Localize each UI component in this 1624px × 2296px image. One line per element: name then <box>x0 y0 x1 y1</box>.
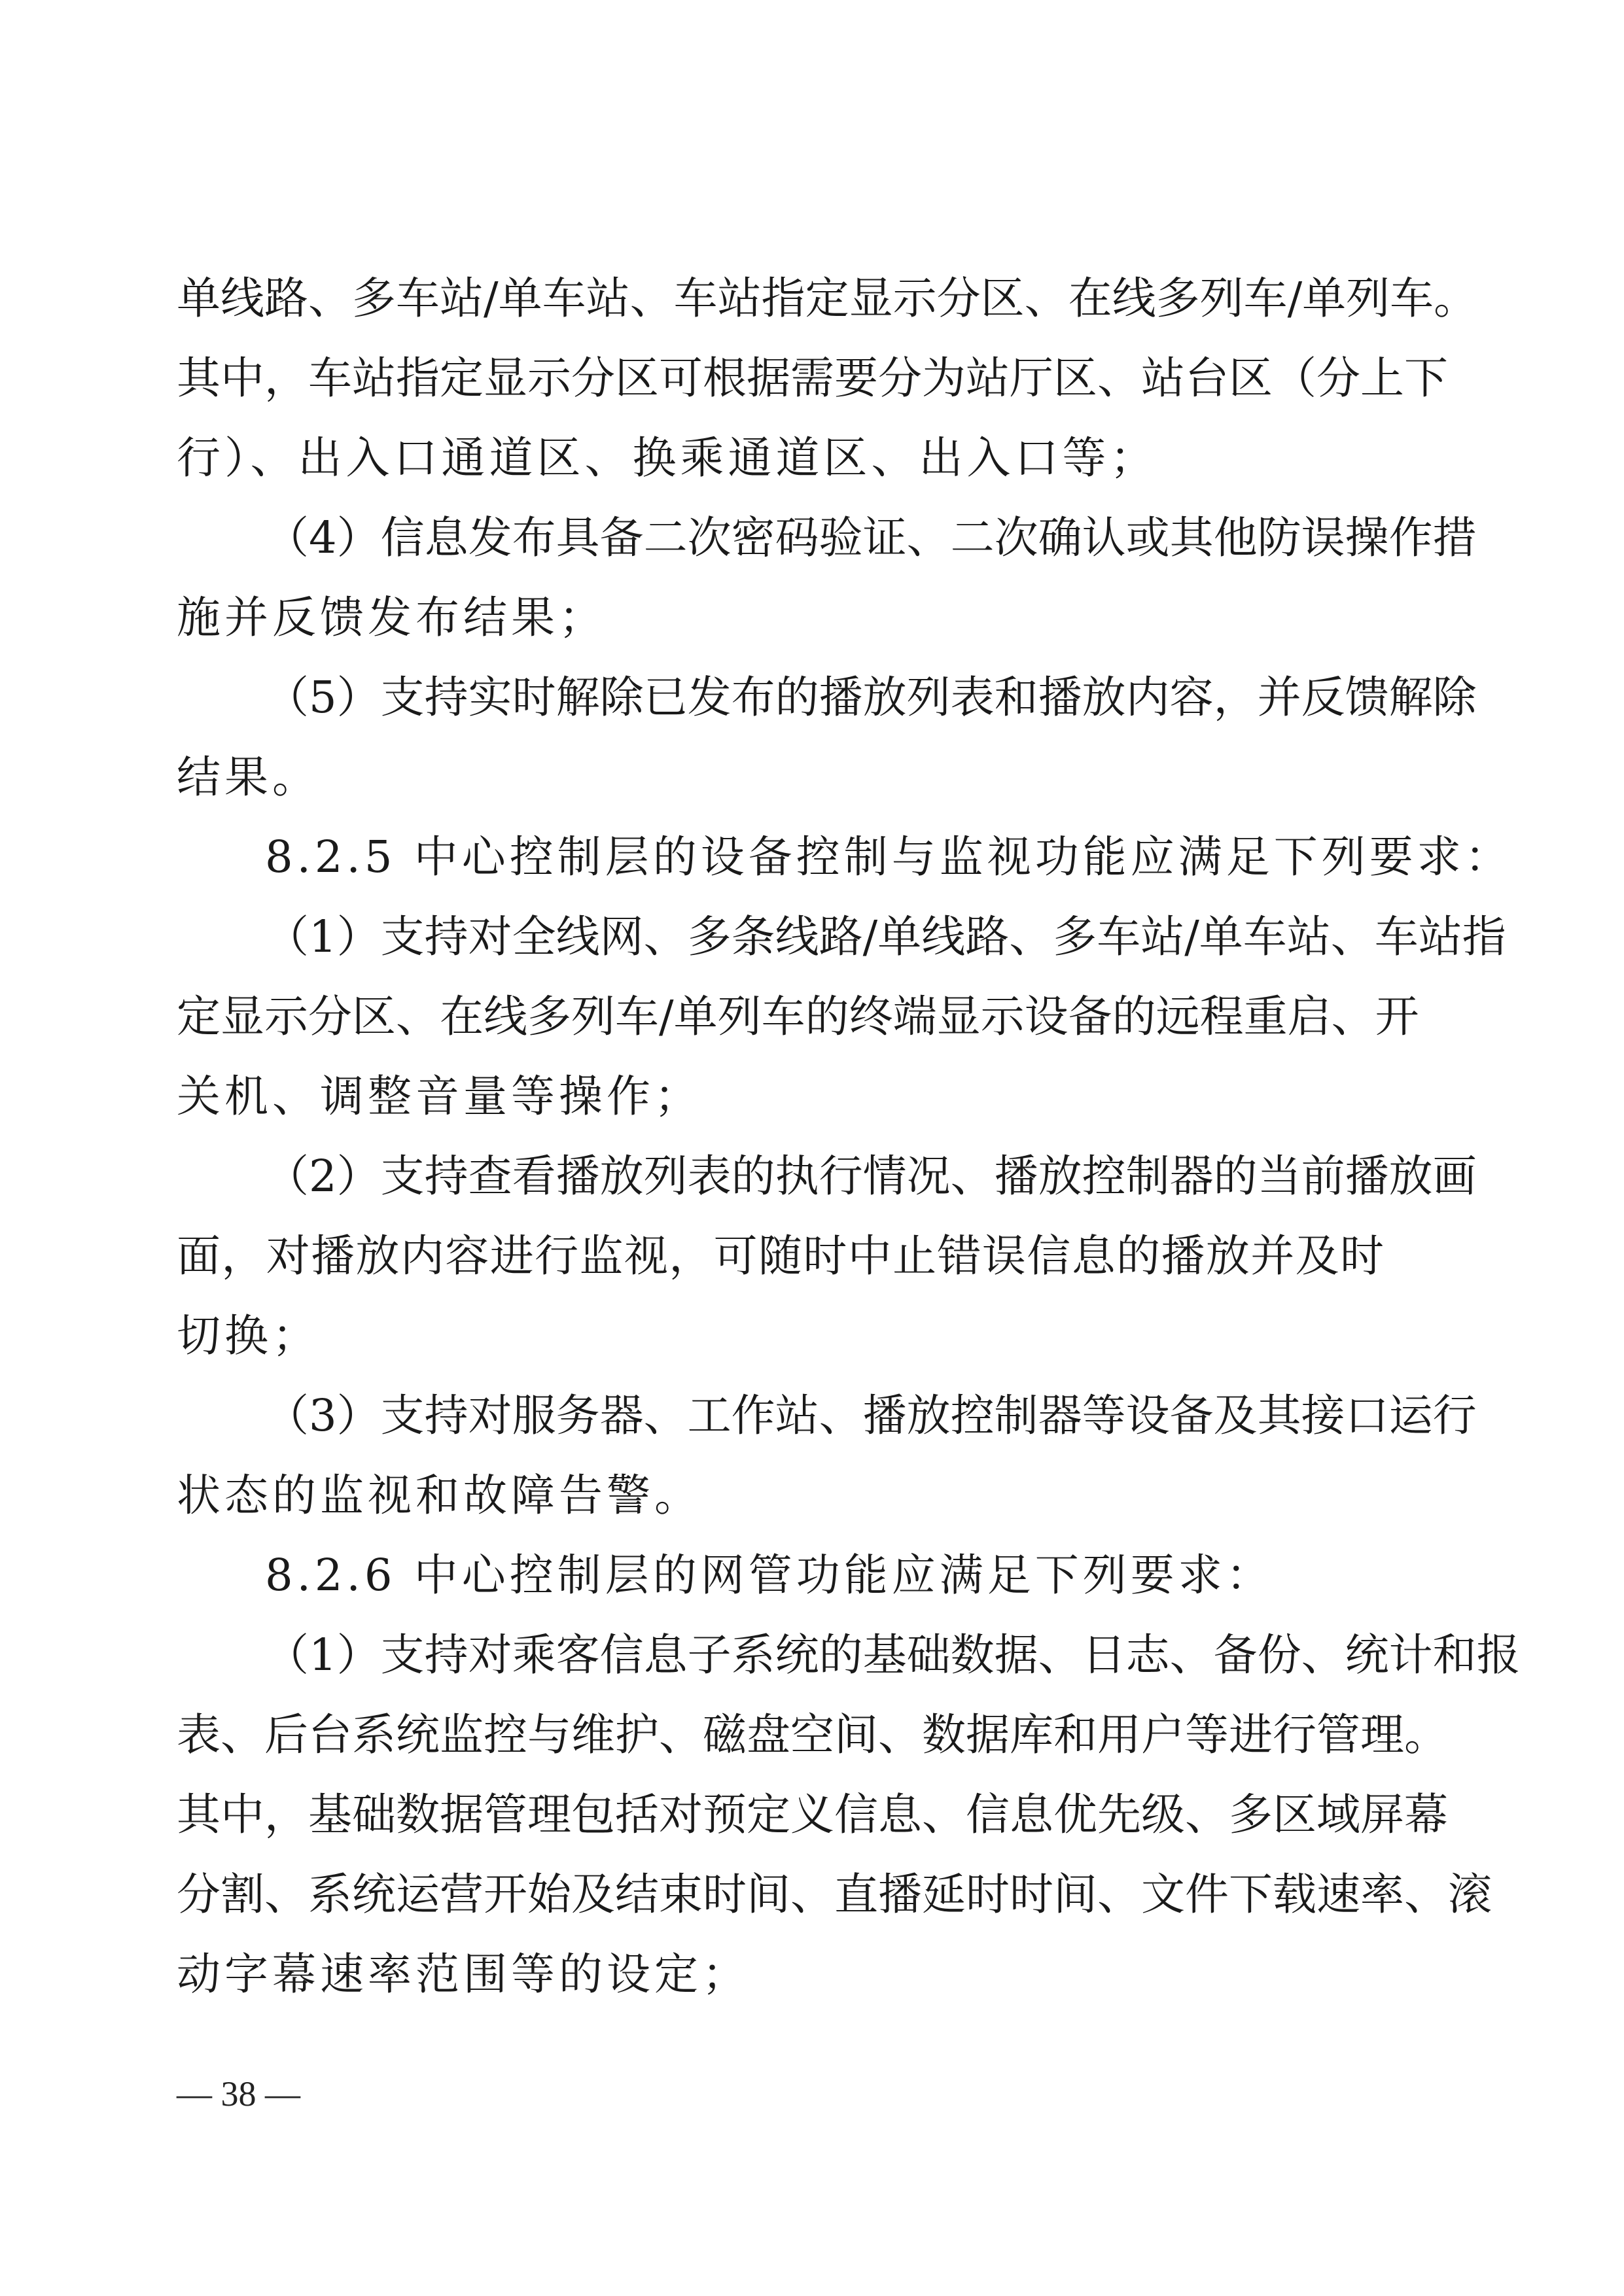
text-line: （5）支持实时解除已发布的播放列表和播放内容，并反馈解除 <box>265 672 1477 723</box>
text-line: 行）、出入口通道区、换乘通道区、出入口等； <box>177 432 1158 483</box>
text-line: 表、后台系统监控与维护、磁盘空间、数据库和用户等进行管理。 <box>177 1709 1448 1760</box>
text-line: 动字幕速率范围等的设定； <box>177 1949 750 2000</box>
text-line: 切换； <box>177 1310 320 1361</box>
text-line: 结果。 <box>177 752 320 803</box>
text-line: （4）信息发布具备二次密码验证、二次确认或其他防误操作措 <box>265 512 1477 563</box>
text-line: 定显示分区、在线多列车/单列车的终端显示设备的远程重启、开 <box>177 991 1419 1042</box>
text-line: （2）支持查看播放列表的执行情况、播放控制器的当前播放画 <box>265 1151 1477 1202</box>
text-line: （3）支持对服务器、工作站、播放控制器等设备及其接口运行 <box>265 1390 1477 1441</box>
text-line: 其中，基础数据管理包括对预定义信息、信息优先级、多区域屏幕 <box>177 1789 1448 1840</box>
text-line: （1）支持对乘客信息子系统的基础数据、日志、备份、统计和报 <box>265 1629 1521 1680</box>
page-body <box>177 258 1521 2014</box>
section-heading: 8.2.5 中心控制层的设备控制与监视功能应满足下列要求： <box>265 831 1513 882</box>
page-number: — 38 — <box>177 2074 300 2113</box>
text-line: 其中，车站指定显示分区可根据需要分为站厅区、站台区（分上下 <box>177 353 1448 404</box>
section-heading: 8.2.6 中心控制层的网管功能应满足下列要求： <box>265 1550 1274 1601</box>
text-line: 施并反馈发布结果； <box>177 592 607 643</box>
text-line: 面，对播放内容进行监视，可随时中止错误信息的播放并及时 <box>177 1230 1384 1281</box>
text-line: 关机、调整音量等操作； <box>177 1071 702 1122</box>
text-line: （1）支持对全线网、多条线路/单线路、多车站/单车站、车站指 <box>265 911 1506 962</box>
text-line: 状态的监视和故障告警。 <box>177 1470 702 1521</box>
text-line: 单线路、多车站/单车站、车站指定显示分区、在线多列车/单列车。 <box>177 273 1478 324</box>
text-line: 分割、系统运营开始及结束时间、直播延时时间、文件下载速率、滚 <box>177 1869 1492 1920</box>
